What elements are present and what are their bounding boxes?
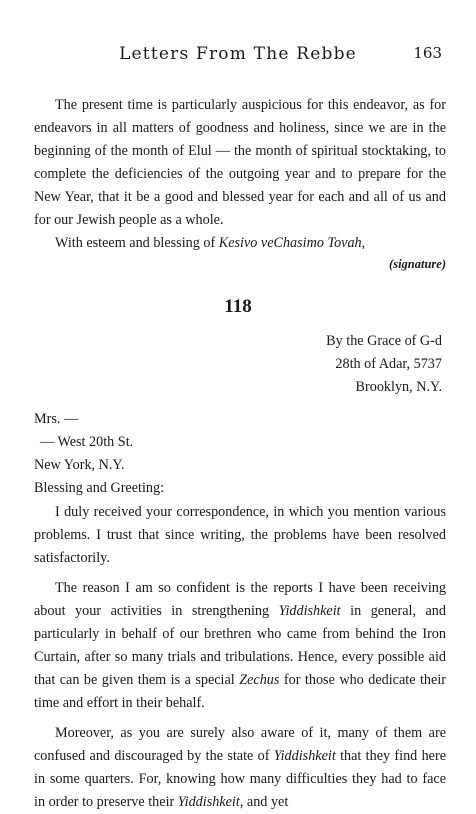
letter-body — [34, 501, 446, 814]
text-run: for those who dedicate their time and effort in their behalf. — [34, 672, 446, 711]
signature-note: (signature) — [389, 257, 446, 271]
body-paragraph-1: I duly received your correspondence, in which you mention various problems. I trust that since writing, the problems have been resolved satisfactorily. — [34, 504, 446, 566]
dateline — [326, 330, 442, 399]
closing-comma: , — [361, 235, 366, 251]
italic-term: Yiddishkeit — [177, 794, 240, 810]
page-number: 163 — [413, 44, 442, 62]
previous-letter-paragraph: The present time is particularly auspicious for this endeavor, as for endeavors in all matters of goodness and holiness, since we are in the beginning of the month of Elul — the month of spiritual stocktaking, to complete the deficiencies of the outgoing year and to prepare for the New Year, that it be a good and blessed year for each and all of us and for our Jewish people as a whole. — [34, 97, 446, 228]
italic-term: Zechus — [239, 672, 280, 688]
address-line: New York, N.Y. — [34, 457, 125, 473]
text-run: in general, and particularly in behalf of our brethren who came from behind the Iron Curtain, after so many trials and tribulations. Hence, every possible aid that can be given them is a special — [34, 603, 446, 688]
dateline-line: Brooklyn, N.Y. — [355, 379, 442, 395]
closing-italic: Kesivo veChasimo Tovah — [218, 235, 362, 251]
previous-letter-ending — [34, 94, 446, 273]
body-paragraph-2 — [34, 577, 446, 715]
running-head-title: Letters From The Rebbe — [119, 44, 357, 64]
dateline-line: By the Grace of G-d — [326, 333, 442, 349]
text-run: , and yet — [239, 794, 289, 810]
closing-text: With esteem and blessing of — [55, 235, 219, 251]
address-line: — West 20th St. — [40, 434, 134, 450]
italic-term: Yiddishkeit — [273, 748, 336, 764]
italic-term: Yiddishkeit — [278, 603, 341, 619]
body-paragraph-3 — [34, 722, 446, 814]
text-run: that they find here in some quarters. For, knowing how many difficulties they had to face in order to preserve their — [34, 748, 446, 810]
dateline-line: 28th of Adar, 5737 — [335, 356, 442, 372]
text-run: Moreover, as you are surely also aware of it, many of them are confused and discouraged by the state of — [34, 725, 446, 764]
salutation: Blessing and Greeting: — [34, 480, 165, 496]
text-run: The reason I am so confident is the reports I have been receiving about your activities in strengthening — [34, 580, 446, 619]
recipient-address — [34, 408, 164, 500]
closing-line — [34, 232, 446, 255]
letter-number: 118 — [224, 296, 252, 317]
address-line: Mrs. — — [34, 411, 79, 427]
